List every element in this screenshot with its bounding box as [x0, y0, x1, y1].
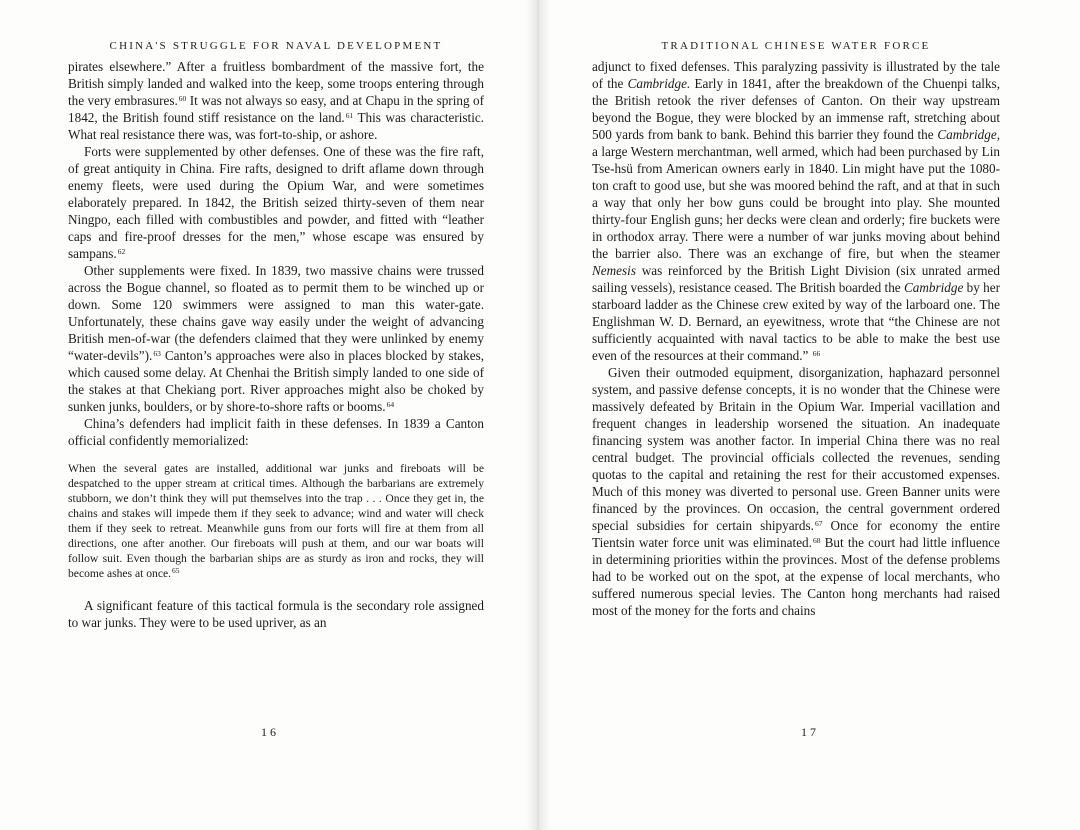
ship-name: Cambridge — [903, 280, 964, 295]
text-run: Canton’s approaches were also in places blocked by stakes, which caused some delay. At Chenhai the British simply landed to one side of the stakes at that Chekiang port. River approaches might also be choked by sunken junks, boulders, or by shore-to-shore rafts or booms. — [68, 348, 484, 414]
footnote-marker: 61 — [345, 111, 354, 120]
right-page — [540, 0, 1080, 830]
footnote-marker: 60 — [178, 94, 187, 103]
paragraph — [68, 415, 484, 449]
paragraph — [592, 58, 1000, 364]
paragraph — [68, 597, 484, 631]
text-run: When the several gates are installed, additional war junks and fireboats will be despatched to the upper stream at critical times. Although the barbarians are extremely stubborn, we don’t think they will put themselves into the trap . . . Once they get in, the chains and stakes will impede them if they seek to advance; wind and water will check them if they seek to retreat. Meanwhile guns from our forts will fire at them from all directions, one after another. Our fireboats will push at them, and our war boats will follow suit. Even though the barbarian ships are as sturdy as iron and rocks, they will become ashes at once. — [68, 462, 484, 580]
ship-name: Cambridge. — [627, 76, 691, 91]
paragraph — [68, 143, 484, 262]
footnote-marker: 62 — [117, 247, 126, 256]
running-head-right: TRADITIONAL CHINESE WATER FORCE — [661, 40, 931, 52]
block-quote — [68, 461, 484, 581]
text-run: It was not always so easy, and at Chapu in the spring of 1842, the British found stiff resistance on the land. — [68, 93, 484, 125]
page-number-left: 16 — [261, 725, 279, 739]
text-run: adjunct to fixed defenses. This paralyzing passivity is illustrated by the tale of the — [592, 59, 1000, 91]
text-run: Given their outmoded equipment, disorganization, haphazard personnel system, and passive defense concepts, it is no wonder that the Chinese were massively defeated by Britain in the Opium War. Imperial vacillation and frequent changes in leadership worsened the situation. An inadequate financing system was another factor. In imperial China there was no real central budget. The provincial officials collected the revenues, sending quotas to the capital and retaining the rest for their accustomed expenses. Much of this money was diverted to personal use. Green Banner units were financed by the provinces. On occasion, the central government ordered special subsidies for certain shipyards. — [592, 365, 1000, 533]
left-body-text — [68, 58, 484, 631]
text-run: pirates elsewhere.” After a fruitless bombardment of the massive fort, the British simply landed and walked into the keep, some troops entering through the very embrasures. — [68, 59, 484, 108]
paragraph — [592, 364, 1000, 619]
text-run: Early in 1841, after the breakdown of the Chuenpi talks, the British retook the river defenses of Canton. On their way upstream beyond the Bogue, they were blocked by an immense raft, stretching about 500 yards from bank to bank. Behind this barrier they found the — [592, 76, 1000, 142]
paragraph — [68, 58, 484, 143]
paragraph — [68, 262, 484, 415]
right-body-text — [592, 58, 1000, 619]
footnote-marker: 67 — [814, 519, 823, 528]
text-run: was reinforced by the British Light Division (six unrated armed sailing vessels), resistance ceased. The British boarded the — [592, 263, 1000, 295]
text-run: by her starboard ladder as the Chinese crew exited by way of the larboard one. The Englishman W. D. Bernard, an eyewitness, wrote that “the Chinese are not sufficiently acquainted with naval tactics to be able to make the best use even of the resources at their command.” — [592, 280, 1000, 363]
text-run: , a large Western merchantman, well armed, which had been purchased by Lin Tse-hsü from American owners early in 1840. Lin might have put the 1080-ton craft to good use, but she was moored behind the raft, and at that in such a way that only her bow guns could be brought into play. She mounted thirty-four English guns; her decks were clean and orderly; fire buckets were in orthodox array. There were a number of war junks moving about behind the barrier also. There was an exchange of fire, but when the steamer — [592, 127, 1000, 261]
footnote-marker: 64 — [386, 400, 395, 409]
ship-name: Nemesis — [592, 263, 636, 278]
text-run: China’s defenders had implicit faith in these defenses. In 1839 a Canton official confidently memorialized: — [68, 416, 484, 448]
footnote-marker: 63 — [153, 349, 161, 358]
footnote-marker: 65 — [172, 566, 180, 575]
text-run: But the court had little influence in determining priorities within the provinces. Most of the defense problems had to be worked out on the spot, at the expense of local merchants, who suffered numerous special levies. The Canton hong merchants had raised most of the money for the forts and chains — [592, 535, 1000, 618]
text-run: This was characteristic. What real resistance there was, was fort-to-ship, or ashore. — [68, 110, 485, 142]
text-run: A significant feature of this tactical formula is the secondary role assigned to war junks. They were to be used upriver, as an — [68, 598, 484, 630]
ship-name: Cambridge — [937, 127, 997, 142]
footnote-marker: 66 — [812, 349, 821, 358]
footnote-marker: 68 — [812, 536, 821, 545]
running-head-left: CHINA'S STRUGGLE FOR NAVAL DEVELOPMENT — [109, 40, 443, 52]
text-run: Other supplements were fixed. In 1839, two massive chains were trussed across the Bogue channel, so floated as to permit them to be winched up or down. Some 120 swimmers were assigned to man this water-gate. Unfortunately, these chains gave way easily under the weight of advancing British men-of-war (the defenders claimed that they were unlinked by enemy “water-devils”). — [68, 263, 484, 363]
page-number-right: 17 — [801, 725, 819, 739]
text-run: Once for economy the entire Tientsin water force unit was eliminated. — [592, 518, 1001, 550]
text-run: Forts were supplemented by other defenses. One of these was the fire raft, of great antiquity in China. Fire rafts, designed to drift aflame down through enemy fleets, were used during the Opium War, and were sometimes elaborately prepared. In 1842, the British seized thirty-seven of them near Ningpo, each filled with combustibles and powder, and fitted with “leather caps and fire-proof dresses for the men,” whose escape was ensured by sampans. — [68, 144, 484, 261]
